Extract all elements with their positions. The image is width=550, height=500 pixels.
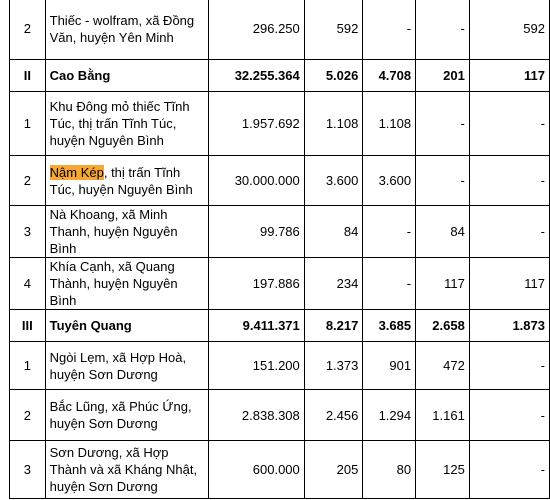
- search-highlight: Nậm Kép: [49, 164, 104, 180]
- reserves-table: [9, 0, 550, 499]
- value-cell: 117: [469, 258, 549, 310]
- mine-name: Thiếc - wolfram, xã Đồng Văn, huyện Yên Minh: [45, 0, 209, 60]
- value-cell: 592: [469, 0, 549, 60]
- table-row: [10, 206, 550, 258]
- mine-name: [45, 156, 209, 206]
- value-cell: 205: [304, 441, 363, 499]
- value-cell: 1.373: [304, 342, 363, 390]
- value-cell: 201: [416, 60, 470, 92]
- row-number: 2: [10, 390, 46, 441]
- value-cell: 117: [469, 60, 549, 92]
- table-row: [10, 0, 550, 60]
- value-cell: 125: [416, 441, 470, 499]
- value-cell: 1.873: [469, 310, 549, 342]
- value-cell: -: [469, 206, 549, 258]
- table-row: [10, 258, 550, 310]
- value-cell: 592: [304, 0, 363, 60]
- section-row: [10, 310, 550, 342]
- value-cell: 2.456: [304, 390, 363, 441]
- value-cell: -: [416, 156, 470, 206]
- value-cell: -: [416, 92, 470, 156]
- value-cell: 2.658: [416, 310, 470, 342]
- value-cell: -: [363, 0, 416, 60]
- value-cell: -: [363, 206, 416, 258]
- mine-name: Khu Đông mỏ thiếc Tĩnh Túc, thị trấn Tĩnh Túc, huyện Nguyên Bình: [45, 92, 209, 156]
- value-cell: 3.685: [363, 310, 416, 342]
- value-cell: 1.294: [363, 390, 416, 441]
- value-cell: 472: [416, 342, 470, 390]
- mine-name: Bắc Lũng, xã Phúc Ứng, huyện Sơn Dương: [45, 390, 209, 441]
- value-cell: 901: [363, 342, 416, 390]
- table-row: [10, 156, 550, 206]
- value-cell: 8.217: [304, 310, 363, 342]
- value-cell: 2.838.308: [209, 390, 305, 441]
- value-cell: 9.411.371: [209, 310, 305, 342]
- row-number: 1: [10, 92, 46, 156]
- value-cell: 1.161: [416, 390, 470, 441]
- row-number: III: [10, 310, 46, 342]
- province-name: Tuyên Quang: [45, 310, 209, 342]
- mine-name: Ngòi Lẹm, xã Hợp Hoà, huyện Sơn Dương: [45, 342, 209, 390]
- value-cell: 32.255.364: [209, 60, 305, 92]
- value-cell: 234: [304, 258, 363, 310]
- mine-name: Sơn Dương, xã Hợp Thành và xã Kháng Nhật, huyện Sơn Dương: [45, 441, 209, 499]
- value-cell: 4.708: [363, 60, 416, 92]
- table-row: [10, 342, 550, 390]
- value-cell: 84: [304, 206, 363, 258]
- mine-name: Khía Cạnh, xã Quang Thành, huyện Nguyên Bình: [45, 258, 209, 310]
- value-cell: 30.000.000: [209, 156, 305, 206]
- value-cell: -: [469, 342, 549, 390]
- value-cell: 1.957.692: [209, 92, 305, 156]
- row-number: 3: [10, 441, 46, 499]
- table-row: [10, 390, 550, 441]
- province-name: Cao Bằng: [45, 60, 209, 92]
- row-number: 2: [10, 156, 46, 206]
- value-cell: -: [363, 258, 416, 310]
- value-cell: -: [469, 390, 549, 441]
- mine-name: Nà Khoang, xã Minh Thanh, huyện Nguyên Bình: [45, 206, 209, 258]
- value-cell: 117: [416, 258, 470, 310]
- value-cell: -: [469, 92, 549, 156]
- value-cell: -: [469, 441, 549, 499]
- row-number: II: [10, 60, 46, 92]
- row-number: 2: [10, 0, 46, 60]
- value-cell: 5.026: [304, 60, 363, 92]
- row-number: 4: [10, 258, 46, 310]
- value-cell: 1.108: [363, 92, 416, 156]
- mine-name-rest: , thị trấn Tĩnh Túc, huyện Nguyên Bình: [49, 164, 193, 197]
- value-cell: 3.600: [363, 156, 416, 206]
- value-cell: -: [469, 156, 549, 206]
- row-number: 3: [10, 206, 46, 258]
- value-cell: 99.786: [209, 206, 305, 258]
- value-cell: 80: [363, 441, 416, 499]
- row-number: 1: [10, 342, 46, 390]
- value-cell: 197.886: [209, 258, 305, 310]
- section-row: [10, 60, 550, 92]
- value-cell: 3.600: [304, 156, 363, 206]
- value-cell: 151.200: [209, 342, 305, 390]
- value-cell: 1.108: [304, 92, 363, 156]
- value-cell: 84: [416, 206, 470, 258]
- table-row: [10, 92, 550, 156]
- value-cell: 600.000: [209, 441, 305, 499]
- value-cell: -: [416, 0, 470, 60]
- table-row: [10, 441, 550, 499]
- value-cell: 296.250: [209, 0, 305, 60]
